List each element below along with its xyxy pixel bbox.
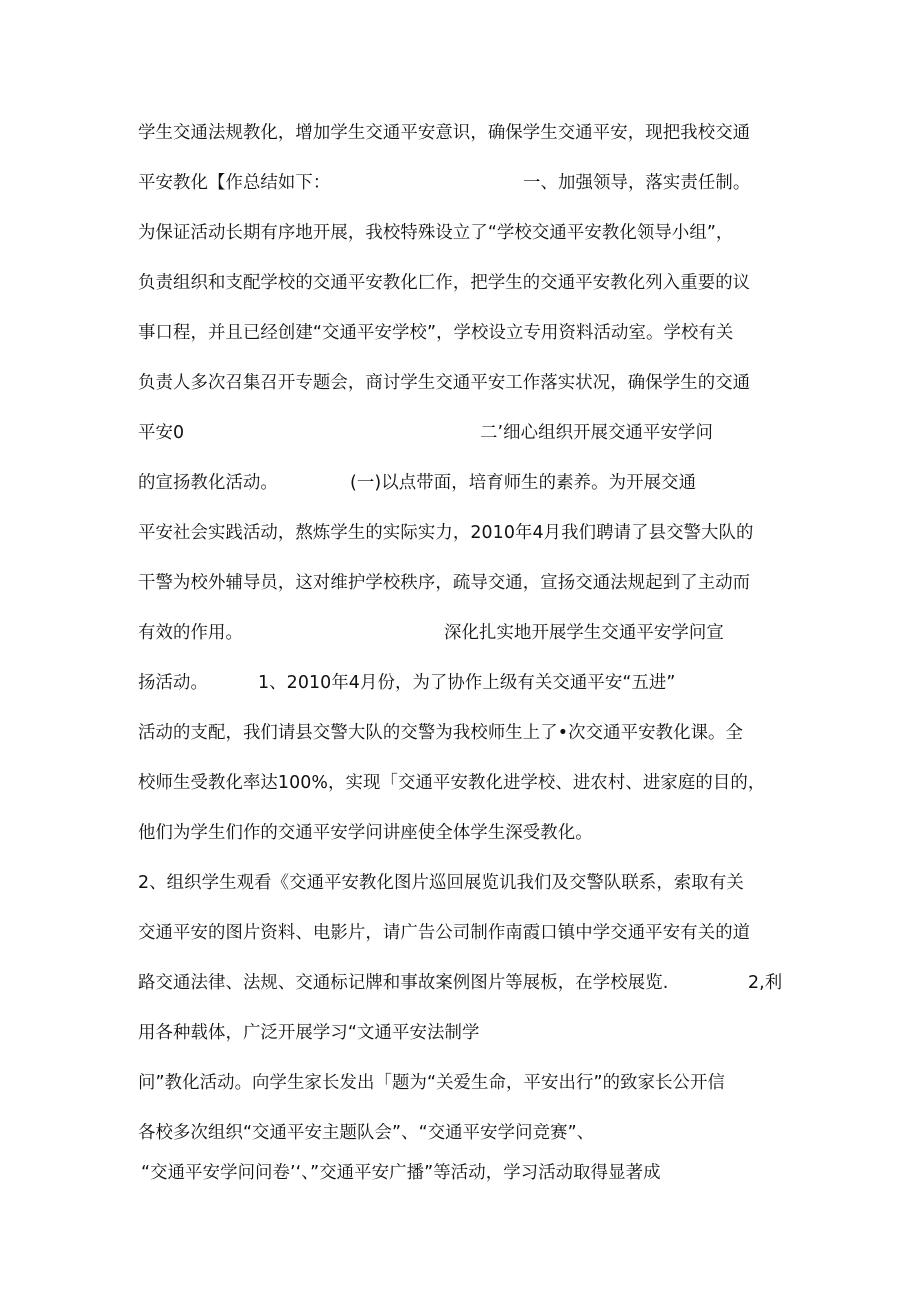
text-segment: 有效的作用。 xyxy=(138,623,243,643)
text-line xyxy=(0,1018,920,1048)
text-segment: 1、2010年4月份，为了协作上级有关交通平安“五进” xyxy=(258,673,676,693)
text-line xyxy=(0,818,920,848)
text-line xyxy=(0,118,920,148)
text-line xyxy=(0,968,920,998)
text-line xyxy=(0,368,920,398)
text-line xyxy=(0,918,920,948)
text-segment: 问”教化活动。向学生家长发出「题为“关爱生命，平安出行”的致家长公开信 xyxy=(138,1073,726,1093)
text-segment: 扬活动。 xyxy=(138,673,208,693)
text-segment: 交通平安的图片资料、电影片，请广告公司制作南霞口镇中学交通平安有关的道 xyxy=(138,923,751,943)
text-line xyxy=(0,868,920,898)
text-segment: 平安社会实践活动，熬炼学生的实际实力，2010年4月我们聘请了县交警大队的 xyxy=(138,523,754,543)
text-line xyxy=(0,518,920,548)
text-segment: 校师生受教化率达100%，实现「交通平安教化进学校、进农村、进家庭的目的， xyxy=(138,773,766,793)
text-segment: 各校多次组织“交通平安主题队会”、“交通平安学问竞赛”、 xyxy=(138,1123,595,1143)
text-segment: 事口程，并且已经创建“交通平安学校”，学校设立专用资料活动室。学校有关 xyxy=(138,323,734,343)
text-segment: 深化扎实地开展学生交通平安学问宣 xyxy=(444,623,724,643)
text-segment: (一)以点带面，培育师生的素养。为开展交通 xyxy=(350,473,697,493)
text-line xyxy=(0,168,920,198)
text-segment: 学生交通法规教化，增加学生交通平安意识，确保学生交通平安，现把我校交通 xyxy=(138,123,751,143)
text-line xyxy=(0,418,920,448)
text-line xyxy=(0,718,920,748)
text-segment: 负责组织和支配学校的交通平安教化匚作，把学生的交通平安教化列入重要的议 xyxy=(138,273,751,293)
text-segment: 路交通法律、法规、交通标记牌和事故案例图片等展板，在学校展览. xyxy=(138,973,669,993)
text-segment: 2、组织学生观看《交通平安教化图片巡回展览讥我们及交警队联系，索取有关 xyxy=(138,873,744,893)
text-line xyxy=(0,618,920,648)
text-segment: 二’细心组织开展交通平安学问 xyxy=(480,423,714,443)
text-segment: 他们为学生们作的交通平安学问讲座使全体学生深受教化。 xyxy=(138,823,593,843)
text-line xyxy=(0,218,920,248)
text-segment: 一、加强领导，落实责任制。 xyxy=(523,173,751,193)
text-segment: 平安教化【作总结如下： xyxy=(138,173,331,193)
text-segment: “交通平安学问问卷’‘、”交通平安广播”等活动，学习活动取得显著成 xyxy=(141,1163,661,1183)
text-line xyxy=(0,468,920,498)
text-segment: 2,利 xyxy=(748,973,783,993)
text-line xyxy=(0,668,920,698)
text-segment: 活动的支配，我们请县交警大队的交警为我校师生上了•次交通平安教化课。全 xyxy=(138,723,744,743)
text-segment: 负责人多次召集召开专题会，商讨学生交通平安工作落实状况，确保学生的交通 xyxy=(138,373,751,393)
text-segment: 的宣扬教化活动。 xyxy=(138,473,278,493)
text-segment: 干警为校外辅导员，这对维护学校秩序，疏导交通，宣扬交通法规起到了主动而 xyxy=(138,573,751,593)
text-segment: 用各种载体，广泛开展学习“文通平安法制学 xyxy=(138,1023,480,1043)
text-line xyxy=(0,1158,920,1188)
text-line xyxy=(0,1068,920,1098)
text-line xyxy=(0,268,920,298)
text-line xyxy=(0,318,920,348)
text-line xyxy=(0,1118,920,1148)
text-line xyxy=(0,768,920,798)
text-segment: 平安0 xyxy=(138,423,185,443)
text-segment: 为保证活动长期有序地开展，我校特殊设立了“学校交通平安教化领导小组”， xyxy=(138,223,734,243)
text-line xyxy=(0,568,920,598)
